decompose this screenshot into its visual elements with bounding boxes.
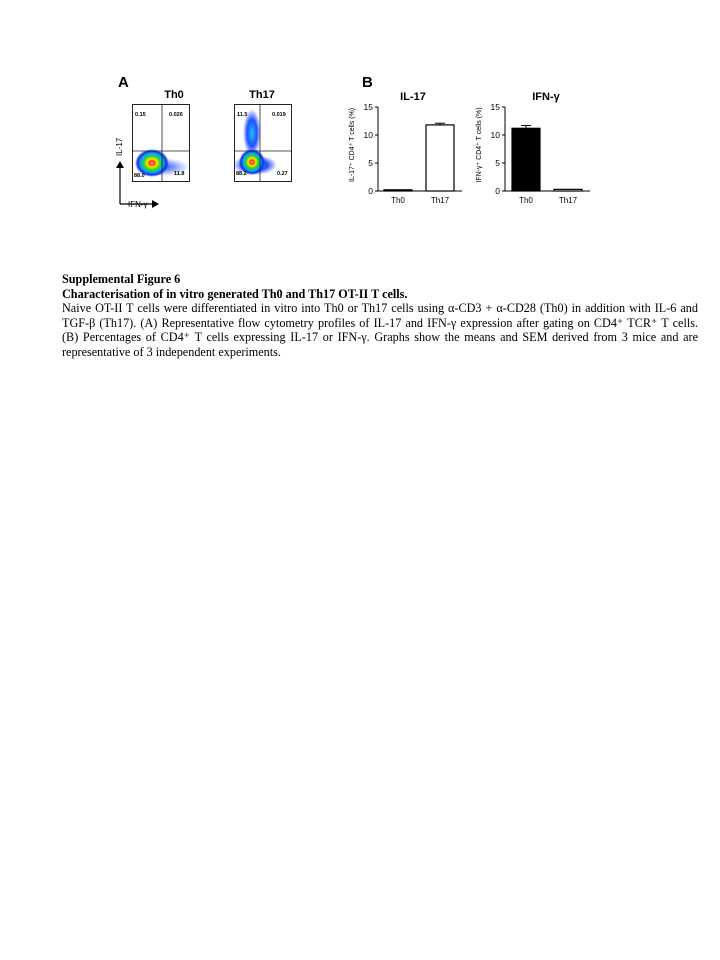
caption-body: Naive OT-II T cells were differentiated in vitro into Th0 or Th17 cells using α-CD3 + α-CD28 (Th0) in addition with IL-6 and TGF-β (Th17). (A) Representative flow cytometry profiles of IL-17 and IFN-γ expression after gating on CD4⁺ TCR⁺ T cells. (B) Percentages of CD4⁺ T cells expressing IL-17 or IFN-γ. Graphs show the means and SEM derived from 3 mice and are representative of 3 independent experiments. bbox=[62, 301, 698, 359]
flow-x-axis-label: IFN-γ bbox=[128, 200, 148, 209]
panel-a-label: A bbox=[118, 74, 129, 91]
y-tick-label: 5 bbox=[495, 158, 500, 168]
caption-heading: Supplemental Figure 6 bbox=[62, 272, 181, 286]
caption-title: Characterisation of in vitro generated Th0 and Th17 OT-II T cells. bbox=[62, 286, 408, 301]
y-tick-label: 5 bbox=[368, 158, 373, 168]
y-tick-label: 0 bbox=[495, 186, 500, 196]
y-axis-label: IL-17⁺ CD4⁺ T cells (%) bbox=[349, 107, 356, 183]
bar-th0 bbox=[384, 190, 412, 191]
flow-title-th0: Th0 bbox=[164, 89, 184, 101]
x-tick-label: Th17 bbox=[558, 196, 578, 205]
y-tick-label: 10 bbox=[363, 130, 373, 140]
bar-th0 bbox=[512, 128, 540, 191]
x-tick-label: Th0 bbox=[519, 196, 533, 205]
y-tick-label: 15 bbox=[490, 102, 500, 112]
quadrant-value: 11.5 bbox=[237, 112, 248, 118]
x-tick-label: Th17 bbox=[430, 196, 450, 205]
quadrant-value: 88.0 bbox=[134, 173, 145, 179]
quadrant-value: 88.2 bbox=[236, 171, 247, 177]
quadrant-value: 0.27 bbox=[277, 171, 288, 177]
x-tick-label: Th0 bbox=[391, 196, 405, 205]
quadrant-value: 0.15 bbox=[135, 112, 146, 118]
quadrant-value: 11.8 bbox=[174, 171, 185, 177]
bar-th17 bbox=[426, 125, 454, 191]
flow-y-axis-label: IL-17 bbox=[115, 137, 124, 156]
flow-title-th17: Th17 bbox=[249, 89, 275, 101]
panel-b-label: B bbox=[362, 74, 373, 91]
y-tick-label: 15 bbox=[363, 102, 373, 112]
bar-th17 bbox=[554, 189, 582, 191]
flow-plot-th17 bbox=[234, 104, 292, 182]
y-tick-label: 10 bbox=[490, 130, 500, 140]
y-tick-label: 0 bbox=[368, 186, 373, 196]
bar-charts bbox=[340, 80, 600, 220]
quadrant-value: 0.019 bbox=[272, 112, 286, 118]
figure-caption bbox=[62, 272, 698, 360]
quadrant-value: 0.026 bbox=[169, 112, 183, 118]
chart-title: IL-17 bbox=[400, 91, 426, 103]
y-axis-label: IFN-γ⁺ CD4⁺ T cells (%) bbox=[476, 107, 483, 183]
chart-title: IFN-γ bbox=[532, 91, 560, 103]
